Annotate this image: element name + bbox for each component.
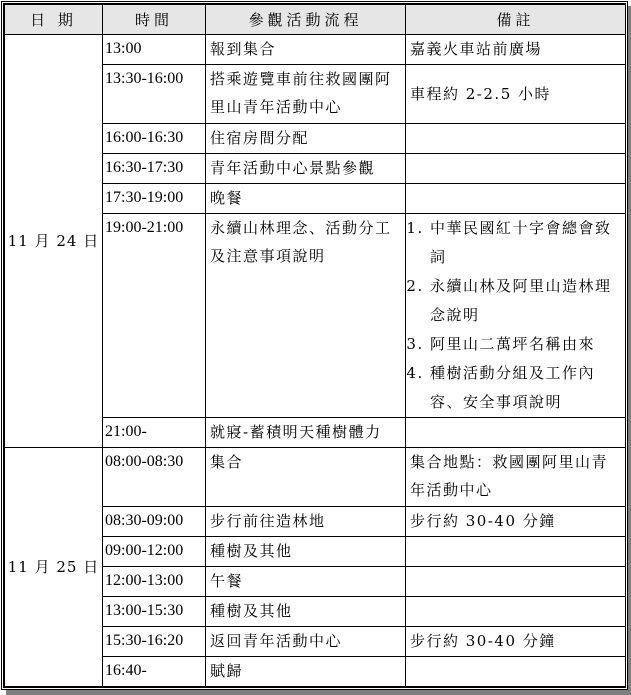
date-cell: 11 月 25 日 bbox=[5, 448, 103, 687]
note-cell: 集合地點：救國團阿里山青年活動中心 bbox=[406, 448, 626, 507]
activity-cell: 返回青年活動中心 bbox=[206, 627, 406, 657]
date-cell: 11 月 24 日 bbox=[5, 35, 103, 448]
time-cell: 19:00-21:00 bbox=[103, 214, 206, 418]
note-cell: 車程約 2-2.5 小時 bbox=[406, 65, 626, 124]
activity-cell: 種樹及其他 bbox=[206, 597, 406, 627]
time-cell: 13:00 bbox=[103, 35, 206, 65]
activity-cell: 住宿房間分配 bbox=[206, 124, 406, 154]
time-cell: 16:00-16:30 bbox=[103, 124, 206, 154]
time-cell: 15:30-16:20 bbox=[103, 627, 206, 657]
time-cell: 13:30-16:00 bbox=[103, 65, 206, 124]
header-time: 時間 bbox=[103, 5, 206, 35]
header-row bbox=[5, 5, 626, 35]
note-list-item: 3. 阿里山二萬坪名稱由來 bbox=[430, 330, 621, 359]
header-activity: 參觀活動流程 bbox=[206, 5, 406, 35]
note-cell bbox=[406, 184, 626, 214]
time-cell: 13:00-15:30 bbox=[103, 597, 206, 627]
note-list-item: 4. 種樹活動分組及工作內容、安全事項說明 bbox=[430, 359, 621, 417]
activity-cell: 晚餐 bbox=[206, 184, 406, 214]
time-cell: 08:30-09:00 bbox=[103, 507, 206, 537]
activity-cell: 報到集合 bbox=[206, 35, 406, 65]
note-cell bbox=[406, 418, 626, 448]
time-cell: 21:00- bbox=[103, 418, 206, 448]
activity-cell: 永續山林理念、活動分工及注意事項說明 bbox=[206, 214, 406, 418]
note-cell bbox=[406, 124, 626, 154]
note-list-item: 2. 永續山林及阿里山造林理念說明 bbox=[430, 272, 621, 330]
note-cell bbox=[406, 597, 626, 627]
time-cell: 08:00-08:30 bbox=[103, 448, 206, 507]
activity-cell: 步行前往造林地 bbox=[206, 507, 406, 537]
schedule-table bbox=[4, 4, 626, 687]
activity-cell: 種樹及其他 bbox=[206, 537, 406, 567]
note-cell bbox=[406, 537, 626, 567]
activity-cell: 午餐 bbox=[206, 567, 406, 597]
time-cell: 09:00-12:00 bbox=[103, 537, 206, 567]
activity-cell: 青年活動中心景點參觀 bbox=[206, 154, 406, 184]
activity-cell: 搭乘遊覽車前往救國團阿里山青年活動中心 bbox=[206, 65, 406, 124]
time-cell: 12:00-13:00 bbox=[103, 567, 206, 597]
note-cell: 步行約 30-40 分鐘 bbox=[406, 627, 626, 657]
activity-cell: 賦歸 bbox=[206, 657, 406, 687]
activity-cell: 集合 bbox=[206, 448, 406, 507]
note-cell bbox=[406, 154, 626, 184]
note-cell: 步行約 30-40 分鐘 bbox=[406, 507, 626, 537]
time-cell: 16:40- bbox=[103, 657, 206, 687]
activity-cell: 就寢-蓄積明天種樹體力 bbox=[206, 418, 406, 448]
note-list bbox=[410, 214, 621, 417]
time-cell: 17:30-19:00 bbox=[103, 184, 206, 214]
note-list-item: 1. 中華民國紅十字會總會致詞 bbox=[430, 214, 621, 272]
header-note: 備註 bbox=[406, 5, 626, 35]
table-row bbox=[5, 35, 626, 65]
header-date: 日 期 bbox=[5, 5, 103, 35]
time-cell: 16:30-17:30 bbox=[103, 154, 206, 184]
schedule-frame bbox=[1, 1, 628, 690]
note-cell bbox=[406, 214, 626, 418]
note-cell bbox=[406, 657, 626, 687]
note-cell: 嘉義火車站前廣場 bbox=[406, 35, 626, 65]
note-cell bbox=[406, 567, 626, 597]
table-row bbox=[5, 448, 626, 507]
